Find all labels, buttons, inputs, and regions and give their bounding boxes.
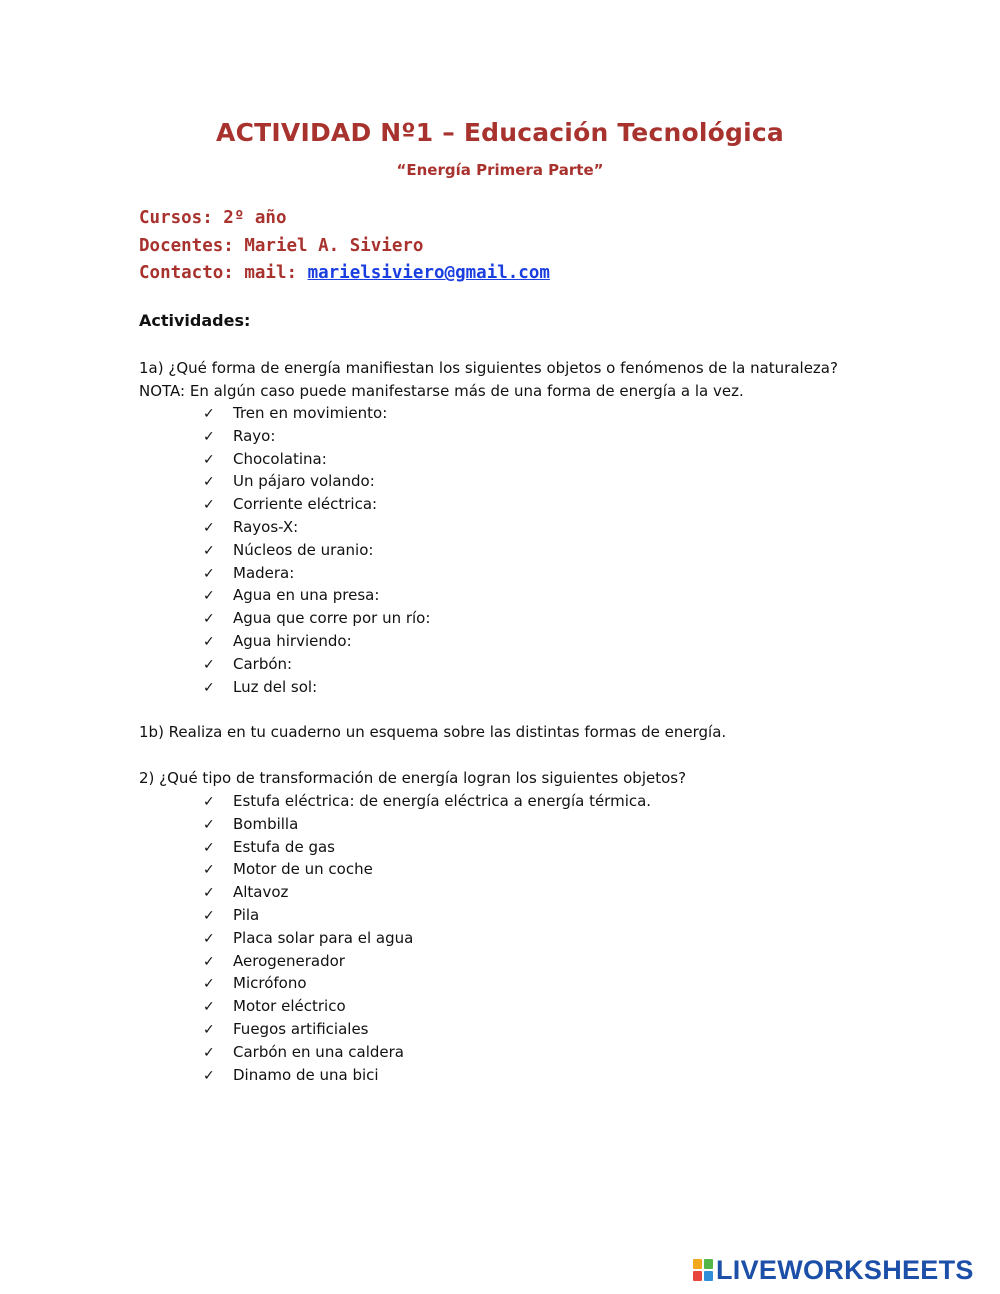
list-item	[203, 858, 651, 881]
check-icon: ✓	[203, 1067, 215, 1084]
list-item-label: Pila	[233, 905, 260, 924]
list-item-label: Tren en movimiento:	[233, 404, 388, 422]
check-icon: ✓	[203, 930, 215, 947]
check-icon: ✓	[203, 542, 215, 559]
liveworksheets-logo-icon	[693, 1259, 713, 1281]
contact-line	[139, 260, 550, 288]
check-icon: ✓	[203, 679, 215, 696]
list-item	[203, 790, 651, 813]
teachers-line: Docentes: Mariel A. Siviero	[139, 235, 424, 256]
courses-line: Cursos: 2º año	[139, 208, 287, 228]
list-item	[203, 653, 430, 676]
question-1a-text: 1a) ¿Qué forma de energía manifiestan los siguientes objetos o fenómenos de la naturaleza?	[139, 359, 838, 377]
activities-heading: Actividades:	[139, 311, 251, 330]
list-item-label: Agua en una presa:	[233, 586, 380, 605]
list-item	[203, 927, 651, 950]
brand-wordmark: LIVEWORKSHEETS	[716, 1255, 974, 1285]
question-1a-checklist	[203, 402, 430, 698]
list-item	[203, 562, 430, 585]
list-item-label: Rayos-X:	[233, 517, 299, 536]
list-item-label: Un pájaro volando:	[233, 472, 375, 491]
list-item	[203, 402, 430, 425]
check-icon: ✓	[203, 611, 215, 628]
question-2: 2) ¿Qué tipo de transformación de energía logran los siguientes objetos?	[139, 769, 687, 787]
list-item	[203, 972, 651, 995]
list-item	[203, 1018, 651, 1041]
list-item-label: Estufa eléctrica: de energía eléctrica a energía térmica.	[233, 792, 652, 810]
list-item	[203, 950, 651, 973]
check-icon: ✓	[203, 474, 215, 491]
list-item-label: Luz del sol:	[233, 677, 318, 696]
list-item-label: Carbón en una caldera	[233, 1042, 404, 1061]
list-item	[203, 813, 651, 836]
check-icon: ✓	[203, 862, 215, 879]
list-item	[203, 584, 430, 607]
check-icon: ✓	[203, 565, 215, 582]
list-item	[203, 1041, 651, 1064]
check-icon: ✓	[203, 497, 215, 514]
check-icon: ✓	[203, 633, 215, 650]
list-item	[203, 493, 430, 516]
list-item-label: Chocolatina:	[233, 449, 327, 468]
check-icon: ✓	[203, 953, 215, 970]
check-icon: ✓	[203, 1021, 215, 1038]
check-icon: ✓	[203, 428, 215, 445]
list-item-label: Corriente eléctrica:	[233, 495, 378, 514]
list-item	[203, 995, 651, 1018]
list-item	[203, 836, 651, 859]
question-1b: 1b) Realiza en tu cuaderno un esquema sobre las distintas formas de energía.	[139, 723, 727, 741]
list-item-label: Carbón:	[233, 654, 293, 673]
check-icon: ✓	[203, 451, 215, 468]
check-icon: ✓	[203, 519, 215, 536]
document-title: ACTIVIDAD Nº1 – Educación Tecnológica	[216, 118, 784, 147]
list-item-label: Núcleos de uranio:	[233, 540, 374, 559]
list-item	[203, 607, 430, 630]
list-item	[203, 630, 430, 653]
list-item-label: Motor de un coche	[233, 860, 373, 879]
list-item	[203, 425, 430, 448]
check-icon: ✓	[203, 885, 215, 902]
list-item-label: Bombilla	[233, 814, 299, 833]
course-info	[139, 205, 550, 288]
list-item	[203, 881, 651, 904]
check-icon: ✓	[203, 656, 215, 673]
liveworksheets-brand	[693, 1255, 988, 1285]
check-icon: ✓	[203, 588, 215, 605]
question-2-checklist	[203, 790, 651, 1086]
list-item-label: Micrófono	[233, 974, 307, 993]
check-icon: ✓	[203, 816, 215, 833]
list-item-label: Motor eléctrico	[233, 997, 346, 1016]
check-icon: ✓	[203, 907, 215, 924]
list-item	[203, 1064, 651, 1087]
contact-email-link[interactable]: marielsiviero@gmail.com	[307, 263, 550, 283]
list-item-label: Madera:	[233, 563, 295, 582]
question-1a	[139, 357, 838, 403]
list-item-label: Placa solar para el agua	[233, 928, 414, 947]
list-item-label: Agua hirviendo:	[233, 631, 352, 650]
question-1a-note: NOTA: En algún caso puede manifestarse más de una forma de energía a la vez.	[139, 382, 744, 400]
check-icon: ✓	[203, 794, 215, 810]
list-item	[203, 470, 430, 493]
list-item-label: Fuegos artificiales	[233, 1019, 369, 1038]
list-item	[203, 676, 430, 699]
document-subtitle: “Energía Primera Parte”	[396, 161, 604, 179]
list-item-label: Altavoz	[233, 883, 289, 902]
list-item-label: Dinamo de una bici	[233, 1065, 379, 1084]
list-item-label: Estufa de gas	[233, 837, 335, 856]
check-icon: ✓	[203, 406, 215, 422]
list-item-label: Rayo:	[233, 426, 276, 445]
check-icon: ✓	[203, 976, 215, 993]
check-icon: ✓	[203, 1044, 215, 1061]
list-item-label: Aerogenerador	[233, 951, 345, 970]
check-icon: ✓	[203, 999, 215, 1016]
contact-label: Contacto: mail:	[139, 263, 308, 283]
list-item	[203, 448, 430, 471]
list-item	[203, 904, 651, 927]
list-item-label: Agua que corre por un río:	[233, 609, 431, 628]
check-icon: ✓	[203, 839, 215, 856]
list-item	[203, 516, 430, 539]
list-item	[203, 539, 430, 562]
